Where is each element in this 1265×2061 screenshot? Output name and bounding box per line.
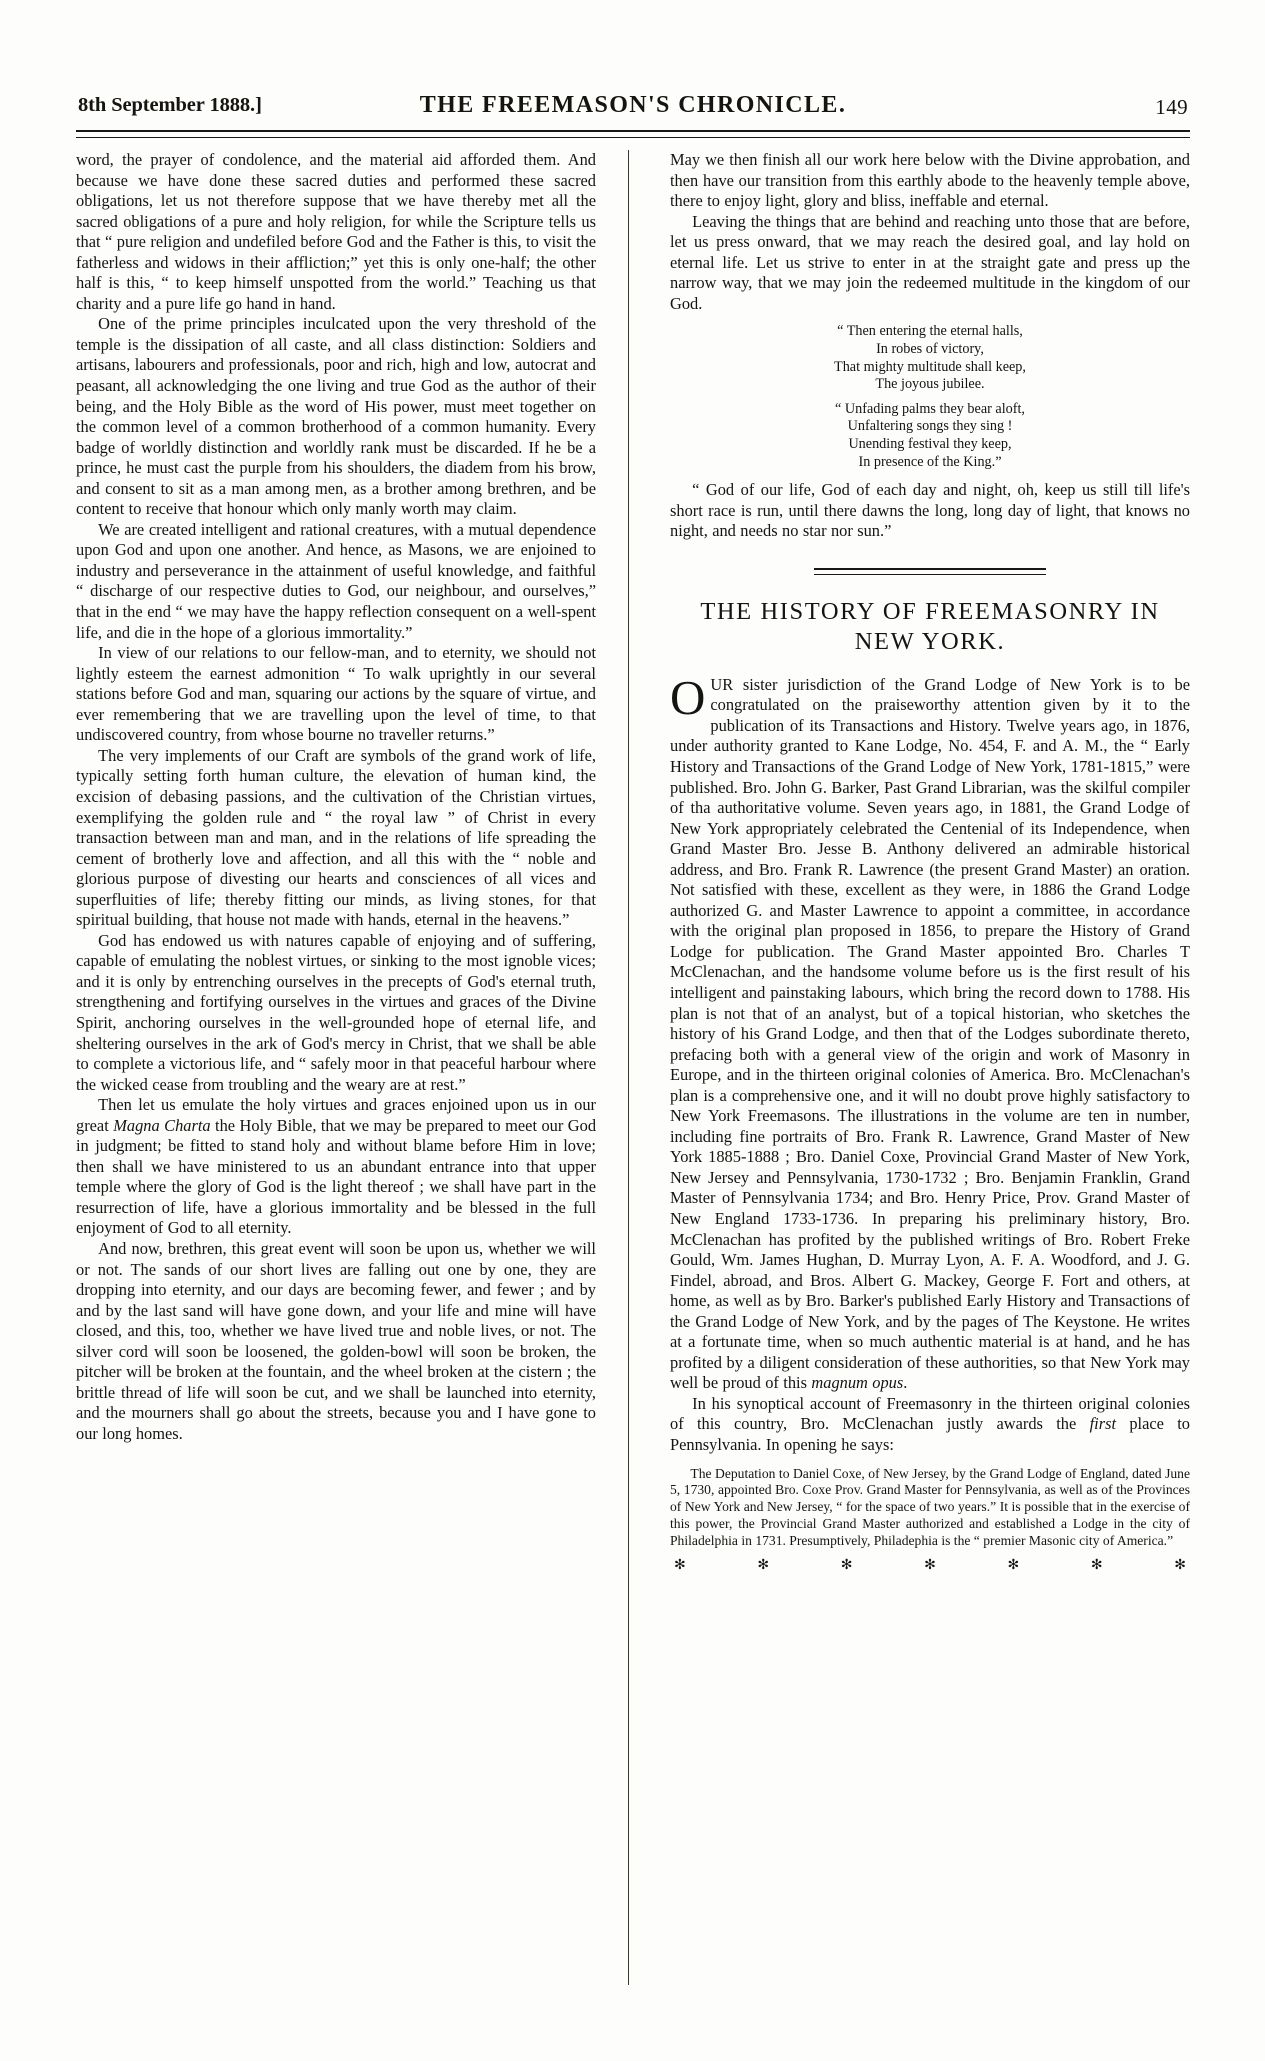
paragraph: We are created intelligent and rational creatures, with a mutual dependence upon God and upon one another. And hence, as Masons, we are enjoined to industry and perseverance in the attainment of useful knowledge, and faithful “ discharge of our respective duties to God, our neighbour, and ourselves,” that in the end “ we may have the happy reflection consequent on a well-spent life, and die in the hope of a glorious immortality.”	[76, 519, 596, 642]
verse-stanza-2	[670, 401, 1190, 471]
footnote: The Deputation to Daniel Coxe, of New Jersey, by the Grand Lodge of England, dated June 5, 1730, appointed Bro. Coxe Prov. Grand Master for Pennsylvania, as well as of the Provinces of New York and New Jersey, “ for the space of two years.” It is possible that in the exercise of this power, the Provincial Grand Master authorized and established a Lodge in the city of Philadelphia in 1731. Presumptively, Philadephia is the “ premier Masonic city of America.”	[670, 1465, 1190, 1549]
verse-line: “ Unfading palms they bear aloft,	[835, 400, 1025, 417]
verse-line: Unfaltering songs they sing !	[847, 418, 1013, 435]
issue-date: 8th September 1888.]	[78, 94, 262, 116]
paragraph: May we then finish all our work here below with the Divine approbation, and then have our transition from this earthly abode to the heavenly temple above, there to enjoy light, glory and bliss, ineffable and eternal.	[670, 150, 1190, 211]
article-second-paragraph: In his synoptical account of Freemasonry in the thirteen original colonies of this country, Bro. McClenachan justly awards the first place to Pennsylvania. In opening he says:	[670, 1393, 1190, 1454]
asterisk-icon: ✻	[840, 1558, 853, 1574]
right-column	[670, 150, 1190, 2030]
column-divider	[628, 150, 629, 1985]
verse-line: The joyous jubilee.	[875, 376, 985, 393]
verse-line: In presence of the King.”	[858, 453, 1002, 470]
verse-line: That mighty multitude shall keep,	[834, 358, 1026, 375]
left-column	[76, 150, 596, 2030]
section-rule	[814, 568, 1046, 575]
paragraph: God has endowed us with natures capable of enjoying and of suffering, capable of emulating the noblest virtues, or sinking to the most ignoble vices; and it is only by entrenching ourselves in the precepts of God's eternal truth, strengthening and fortifying ourselves in the virtues and graces of the Divine Spirit, anchoring ourselves in the well-grounded hope of eternal life, and sheltering ourselves in the ark of God's mercy in Christ, that we shall be able to complete a victorious life, and “ safely moor in that peaceful harbour where the wicked cease from troubling and the weary are at rest.”	[76, 930, 596, 1094]
verse-line: Unending festival they keep,	[848, 435, 1012, 452]
masthead-rule	[76, 130, 1190, 138]
asterisk-icon: ✻	[1007, 1558, 1020, 1574]
verse-stanza-1	[670, 323, 1190, 393]
asterisk-icon: ✻	[1174, 1558, 1186, 1574]
paragraph: Leaving the things that are behind and reaching unto those that are before, let us press onward, that we may reach the desired goal, and lay hold on eternal life. Let us strive to enter in at the straight gate and press up the narrow way, that we may join the redeemed multitude in the kingdom of our God.	[670, 211, 1190, 313]
paragraph: And now, brethren, this great event will soon be upon us, whether we will or not. The sands of our short lives are falling out one by one, they are dropping into eternity, and our days are becoming fewer, and fewer ; and by and by the last sand will have gone down, and your life and mine will have closed, and this, too, whether we have lived true and noble lives, or not. The silver cord will soon be loosened, the golden-bowl will soon be broken, the pitcher will be broken at the fountain, and the wheel broken at the cistern ; the brittle thread of life will soon be cut, and we shall be launched into eternity, and the mourners shall go about the streets, because you and I have gone to our long homes.	[76, 1238, 596, 1443]
paragraph: Then let us emulate the holy virtues and graces enjoined upon us in our great Magna Charta the Holy Bible, that we may be prepared to meet our God in judgment; be fitted to stand holy and without blame before Him in love; then shall we have ministered to us an abundant entrance into that upper temple where the glory of God is the light thereof ; we shall have part in the resurrection of life, have a glorious immortality and be blessed in the full enjoyment of God to all eternity.	[76, 1095, 597, 1238]
closing-paragraph: “ God of our life, God of each day and night, oh, keep us still till life's short race is run, until there dawns the long, long day of light, that knows no night, and needs no star nor sun.”	[670, 480, 1190, 541]
masthead	[78, 92, 1188, 126]
paragraph: The very implements of our Craft are symbols of the grand work of life, typically setting forth human culture, the elevation of human kind, the excision of debasing passions, and the cultivation of the Christian virtues, exemplifying the golden rule and “ the royal law ” of Christ in every transaction between man and man, and in the relations of life spreading the cement of brotherly love and affection, and all this with the “ noble and glorious purpose of divesting our hearts and consciences of all vices and superfluities of life; thereby fitting our minds, as living stones, for that spiritual building, that house not made with hands, eternal in the heavens.”	[76, 745, 596, 930]
paragraph: word, the prayer of condolence, and the material aid afforded them. And because we have done these sacred duties and performed these sacred obligations, let us not therefore suppose that we have thereby met all the sacred obligations of a pure and holy religion, for while the Scripture tells us that “ pure religion and undefiled before God and the Father is this, to visit the fatherless and widows in their affliction;” yet this is only one-half; the other half is this, “ to keep himself unspotted from the world.” Teaching us that charity and a pure life go hand in hand.	[76, 150, 596, 313]
verse-line: In robes of victory,	[876, 340, 984, 357]
asterisk-icon: ✻	[1090, 1558, 1103, 1574]
publication-title: THE FREEMASON'S CHRONICLE.	[419, 92, 847, 118]
asterisk-divider	[674, 1558, 1186, 1574]
asterisk-icon: ✻	[924, 1558, 936, 1574]
drop-cap: O	[670, 669, 706, 725]
hymn-verse	[670, 323, 1190, 471]
asterisk-icon: ✻	[757, 1558, 770, 1574]
paragraph: In view of our relations to our fellow-man, and to eternity, we should not lightly esteem the earnest admonition “ To walk uprightly in our several stations before God and man, squaring our actions by the square of virtue, and ever remembering that we are travelling upon the level of time, to that undiscovered country, from whose bourne no traveller returns.”	[76, 643, 596, 745]
column-container	[76, 150, 1190, 2030]
article-opening-text: UR sister jurisdiction of the Grand Lodge of New York is to be congratulated on the praiseworthy attention given by it to the publication of its Transactions and History. Twelve years ago, in 1876, under authority granted to Kane Lodge, No. 454, F. and A. M., the “ Early History and Transactions of the Grand Lodge of New York, 1781-1815,” were published. Bro. John G. Barker, Past Grand Librarian, was the skilful compiler of tha authoritative volume. Seven years ago, in 1881, the Grand Lodge of New York appropriately celebrated the Centenial of its Independence, when Grand Master Bro. Jesse B. Anthony delivered an admirable historical address, and Bro. Frank R. Lawrence (the present Grand Master) an oration. Not satisfied with these, excellent as they were, in 1886 the Grand Lodge authorized G. and Master Lawrence to appoint a committee, in accordance with the original plan proposed in 1856, to prepare the History of Grand Lodge for publication. The Grand Master appointed Bro. Charles T McClenachan, and the handsome volume before us is the first result of his intelligent and painstaking labours, which bring the record down to 1788. His plan is not that of an analyst, but of a topical historian, who sketches the history of his Grand Lodge, and then that of the Lodges subordinate thereto, prefacing both with a general view of the origin and work of Masonry in Europe, and in the thirteen original colonies of America. Bro. McClenachan's plan is a comprehensive one, and it will no doubt prove highly satisfactory to New York Freemasons. The illustrations in the volume are ten in number, including fine portraits of Bro. Frank R. Lawrence, Grand Master of New York 1885-1888 ; Bro. Daniel Coxe, Provincial Grand Master of New York, New Jersey and Pennsylvania, 1730-1732 ; Bro. Benjamin Franklin, Grand Master of Pennsylvania 1734; and Bro. Henry Price, Prov. Grand Master of New England 1733-1736. In preparing his preliminary history, Bro. McClenachan has profited by the published writings of Bro. Robert Freke Gould, Wm. James Hughan, D. Murray Lyon, A. F. A. Woodford, and J. G. Findel, abroad, and Bros. Albert G. Mackey, George F. Fort and others, at home, as well as by Bro. Barker's published Early History and Transactions of the Grand Lodge of New York, and by the pages of The Keystone. He writes at a fortunate time, when so much authentic material is at hand, and he has profited by a diligent consideration of these authorities, so that New York may well be proud of this magnum opus.	[670, 674, 1190, 1393]
verse-line: “ Then entering the eternal halls,	[837, 323, 1023, 340]
asterisk-icon: ✻	[674, 1558, 686, 1574]
page-number: 149	[1155, 95, 1188, 119]
section-heading: THE HISTORY OF FREEMASONRY IN NEW YORK.	[700, 597, 1160, 655]
paragraph: One of the prime principles inculcated upon the very threshold of the temple is the dissipation of all caste, and all class distinction: Soldiers and artisans, labourers and professionals, poor and rich, high and low, autocrat and peasant, all acknowledging the one living and true God as the author of their being, and the Holy Bible as the word of His power, must meet together on the common level of a common brotherhood of a common humanity. Every badge of worldly distinction and worldly rank must be discarded. If he be a prince, he must cast the purple from his shoulders, the diadem from his brow, and consent to sit as a man among men, as a brother among brethren, and be content to receive that honour which only manly worth may claim.	[76, 314, 596, 519]
article-opening-paragraph	[670, 669, 1190, 1394]
